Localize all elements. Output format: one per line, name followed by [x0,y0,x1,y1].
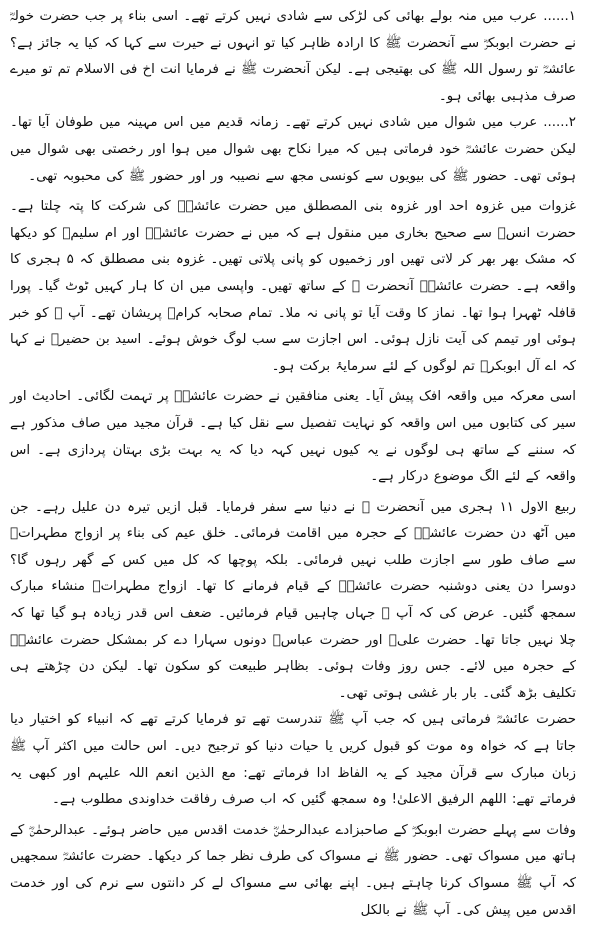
paragraph-text: عرب میں منہ بولے بھائی کی لڑکی سے شادی نہیں کرتے تھے۔ اسی بناء پر جب حضرت خولہؓ نے حضرت ابوبکرؓ سے آنحضرت ﷺ کا ارادہ ظاہر کیا تو انہوں نے حیرت سے کہا کہ کیا یہ جائز ہے؟ عائشہؓ تو رسول اللہ ﷺ کی بھتیجی ہے۔ لیکن آنحضرت ﷺ نے فرمایا انت اخ فی الاسلام تم تو میرے صرف مذہبی بھائی ہو۔ [10,9,576,104]
paragraph-4 [10,384,576,490]
paragraph-text: عرب میں شوال میں شادی نہیں کرتے تھے۔ زمانہ قدیم میں اس مہینہ میں طوفان آیا تھا۔ لیکن حضرت عائشہؓ خود فرماتی ہیں کہ میرا نکاح بھی شوال میں ہوا اور رخصتی بھی شوال میں ہوئی تھی۔ حضور ﷺ کی بیویوں سے کونسی مجھ سے نصیبہ ور اور حضور ﷺ کی محبوبہ تھی۔ [10,115,576,184]
paragraph-6 [10,707,576,813]
paragraph-number: ۲...... [543,115,576,131]
paragraph-text: اسی معرکہ میں واقعہ افک پیش آیا۔ یعنی منافقین نے حضرت عائشہؓ پر تہمت لگائی۔ احادیث اور سیر کی کتابوں میں اس واقعہ کو نہایت تفصیل سے نقل کیا ہے۔ قرآن مجید میں صاف مذکور ہے کہ سننے کے ساتھ ہی لوگوں نے یہ کیوں نہیں کہہ دیا کہ یہ بہت بڑی بہتان پردازی ہے۔ اس واقعہ کے لئے الگ موضوع درکار ہے۔ [10,389,576,485]
paragraph-text: وفات سے پہلے حضرت ابوبکرؓ کے صاحبزادے عبدالرحمٰنؓ خدمت اقدس میں حاضر ہوئے۔ عبدالرحمٰنؓ کے ہاتھ میں مسواک تھی۔ حضور ﷺ نے مسواک کی طرف نظر جما کر دیکھا۔ حضرت عائشہؓ سمجھیں کہ آپ ﷺ مسواک کرنا چاہتے ہیں۔ اپنے بھائی سے مسواک لے کر دانتوں سے نرم کی اور خدمت اقدس میں پیش کی۔ آپ ﷺ نے بالکل [10,822,576,918]
paragraph-3 [10,194,576,380]
paragraph-text: غزوات میں غزوہ احد اور غزوہ بنی المصطلق میں حضرت عائشہؓ کی شرکت کا پتہ چلتا ہے۔ حضرت انسؓ سے صحیح بخاری میں منقول ہے کہ میں نے حضرت عائشہؓ اور ام سلیمؓ کو دیکھا کہ مشک بھر بھر کر لاتی تھیں اور زخمیوں کو پانی پلاتی تھیں۔ غزوہ بنی مصطلق کہ ۵ ہجری کا واقعہ ہے۔ حضرت عائشہؓ آنحضرت ﷺ کے ساتھ تھیں۔ واپسی میں ان کا ہار کہیں ٹوٹ گیا۔ پورا قافلہ ٹھہرا ہوا تھا۔ نماز کا وقت آیا تو پانی نہ ملا۔ تمام صحابہ کرامؓ پریشان تھے۔ آپ ﷺ کو خبر ہوئی اور تیمم کی آیت نازل ہوئی۔ اس اجازت سے سب لوگ خوش ہوئے۔ اسید بن حضیرؓ نے کہا کہ اے آل ابوبکرؓ تم لوگوں کے لئے سرمایۂ برکت ہو۔ [10,199,576,374]
paragraph-2 [10,110,576,190]
paragraph-text: حضرت عائشہؓ فرماتی ہیں کہ جب آپ ﷺ تندرست تھے تو فرمایا کرتے تھے کہ انبیاء کو اختیار دیا جاتا ہے کہ خواہ وہ موت کو قبول کریں یا حیات دنیا کو ترجیح دیں۔ اس حالت میں اکثر آپ ﷺ زبان مبارک سے قرآن مجید کے یہ الفاظ ادا فرماتے تھے: مع الذین انعم اللہ علیہم اور کبھی یہ فرماتے تھے: اللھم الرفیق الاعلیٰ! وہ سمجھ گئیں کہ اب صرف رفاقت خداوندی مطلوب ہے۔ [10,712,576,808]
paragraph-number: ۱...... [543,9,576,24]
paragraph-7 [10,818,576,924]
paragraph-1 [10,4,576,110]
paragraph-5 [10,495,576,708]
paragraph-text: ربیع الاول ۱۱ ہجری میں آنحضرت ﷺ نے دنیا سے سفر فرمایا۔ قبل ازیں تیرہ دن علیل رہے۔ جن میں آٹھ دن حضرت عائشہؓ کے حجرہ میں اقامت فرمائی۔ خلق عیم کی بناء پر ازواج مطہراتؓ سے صاف طور سے اجازت طلب نہیں فرمائی۔ بلکہ پوچھا کہ کل میں کس کے گھر رہوں گا؟ دوسرا دن یعنی دوشنبہ حضرت عائشہؓ کے قیام فرمانے کا تھا۔ ازواج مطہراتؓ منشاء مبارک سمجھ گئیں۔ عرض کی کہ آپ ﷺ جہاں چاہیں قیام فرمائیں۔ ضعف اس قدر زیادہ ہو گیا تھا کہ چلا نہیں جاتا تھا۔ حضرت علیؓ اور حضرت عباسؓ دونوں سہارا دے کر بمشکل حضرت عائشہؓ کے حجرہ میں لائے۔ جس روز وفات ہوئی۔ بظاہر طبیعت کو سکون تھا۔ لیکن دن چڑھتے ہی تکلیف بڑھ گئی۔ بار بار غشی ہوتی تھی۔ [10,499,576,701]
